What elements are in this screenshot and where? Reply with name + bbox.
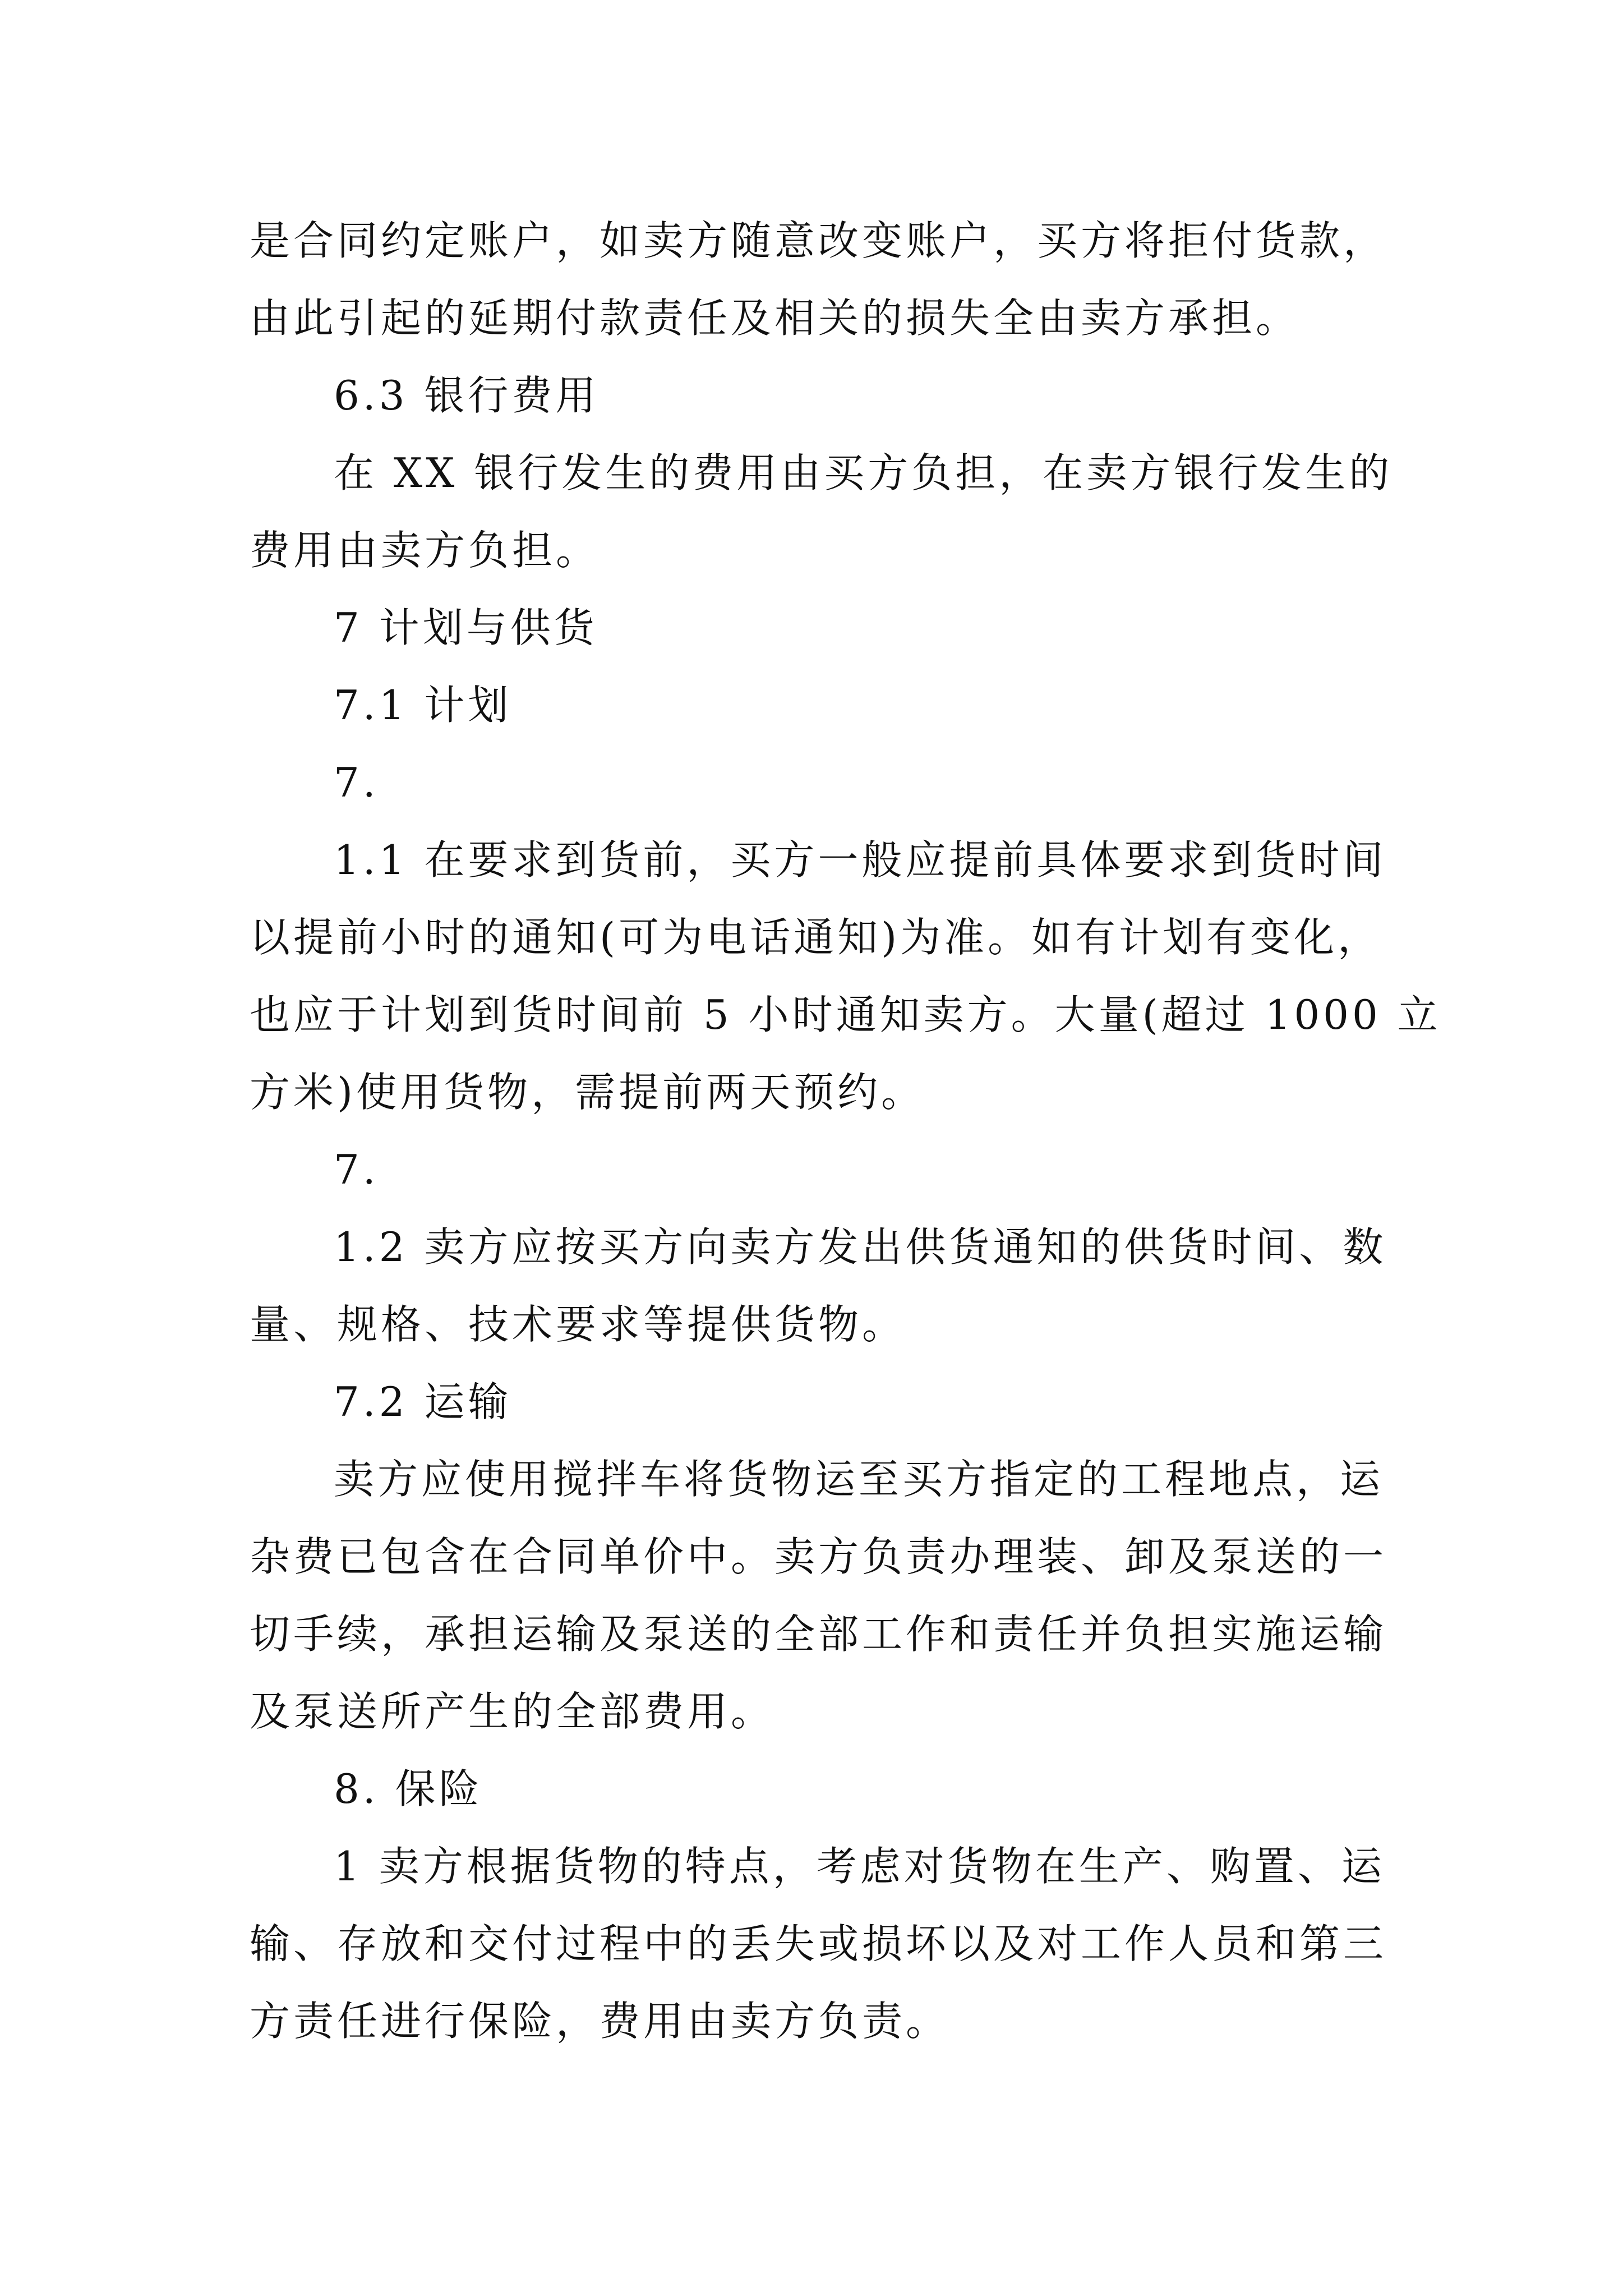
section-heading: 7.1 计划 xyxy=(334,682,512,729)
section-heading: 7.2 运输 xyxy=(334,1378,512,1425)
section-number: 7. xyxy=(334,759,379,806)
document-body xyxy=(250,202,1441,2060)
text-line: 费用由卖方负担。 xyxy=(250,527,600,574)
text-line: 1.2 卖方应按买方向卖方发出供货通知的供货时间、数 xyxy=(334,1223,1387,1271)
text-line: 是合同约定账户，如卖方随意改变账户，买方将拒付货款， xyxy=(250,217,1387,264)
text-line: 输、存放和交付过程中的丢失或损坏以及对工作人员和第三 xyxy=(250,1920,1387,1967)
text-line: 切手续，承担运输及泵送的全部工作和责任并负担实施运输 xyxy=(250,1611,1387,1658)
text-line: 以提前小时的通知(可为电话通知)为准。如有计划有变化， xyxy=(250,914,1382,961)
text-line: 量、规格、技术要求等提供货物。 xyxy=(250,1301,906,1348)
section-heading: 8. 保险 xyxy=(334,1765,483,1812)
text-line: 杂费已包含在合同单价中。卖方负责办理装、卸及泵送的一 xyxy=(250,1533,1387,1580)
text-line: 由此引起的延期付款责任及相关的损失全由卖方承担。 xyxy=(250,295,1300,342)
text-line: 也应于计划到货时间前 5 小时通知卖方。大量(超过 1000 立 xyxy=(250,991,1441,1038)
text-line: 1 卖方根据货物的特点，考虑对货物在生产、购置、运 xyxy=(334,1843,1385,1890)
section-heading: 6.3 银行费用 xyxy=(334,372,600,419)
text-line: 方米)使用货物，需提前两天预约。 xyxy=(250,1069,925,1116)
text-line: 卖方应使用搅拌车将货物运至买方指定的工程地点，运 xyxy=(334,1456,1384,1503)
text-line: 1.1 在要求到货前，买方一般应提前具体要求到货时间 xyxy=(334,836,1387,884)
text-line: 及泵送所产生的全部费用。 xyxy=(250,1688,775,1735)
section-number: 7. xyxy=(334,1146,379,1193)
text-line: 在 XX 银行发生的费用由买方负担，在卖方银行发生的 xyxy=(334,449,1393,496)
section-heading: 7 计划与供货 xyxy=(334,604,598,651)
text-line: 方责任进行保险，费用由卖方负责。 xyxy=(250,1998,950,2045)
